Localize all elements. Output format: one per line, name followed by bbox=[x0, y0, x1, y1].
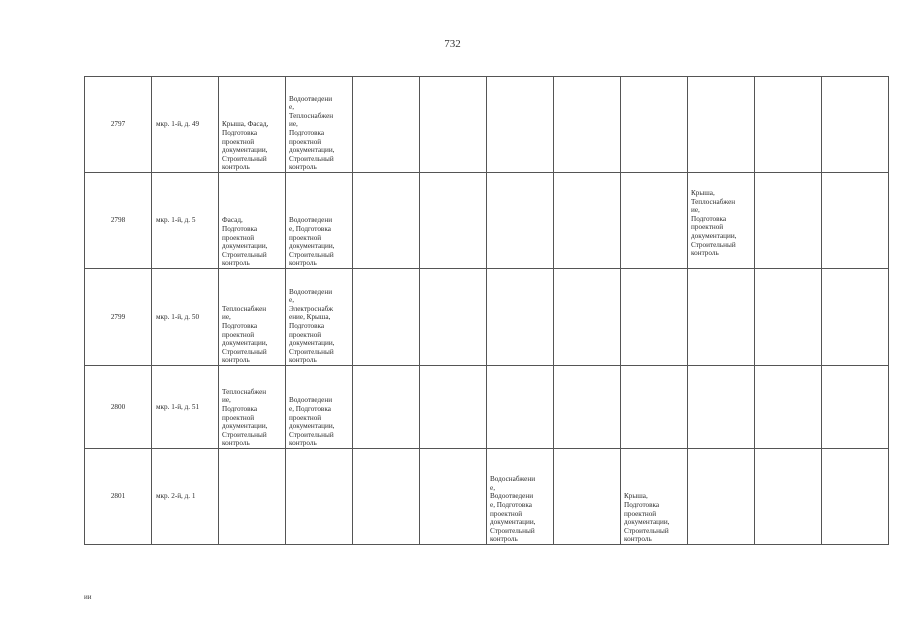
row-empty-cell bbox=[353, 366, 420, 449]
table-row bbox=[85, 269, 889, 366]
row-works-col4: Водоотведени е, Подготовка проектной документации, Строительный контроль bbox=[286, 173, 353, 269]
row-works-col7 bbox=[487, 366, 554, 449]
row-works-col10: Крыша, Теплоснабжен ие, Подготовка проектной документации, Строительный контроль bbox=[688, 173, 755, 269]
table-row bbox=[85, 77, 889, 173]
row-works-col10 bbox=[688, 366, 755, 449]
row-empty-cell bbox=[554, 77, 621, 173]
row-empty-cell bbox=[755, 269, 822, 366]
row-empty-cell bbox=[755, 173, 822, 269]
row-works-col4: Водоотведени е, Подготовка проектной документации, Строительный контроль bbox=[286, 366, 353, 449]
row-empty-cell bbox=[554, 449, 621, 545]
row-works-col9 bbox=[621, 173, 688, 269]
row-works-col7: Водоснабжени е, Водоотведени е, Подготовка проектной документации, Строительный контроль bbox=[487, 449, 554, 545]
row-empty-cell bbox=[554, 173, 621, 269]
row-works-col9 bbox=[621, 77, 688, 173]
row-empty-cell bbox=[420, 173, 487, 269]
row-empty-cell bbox=[755, 449, 822, 545]
row-works-col10 bbox=[688, 77, 755, 173]
row-number: 2800 bbox=[85, 366, 152, 449]
row-works-col3 bbox=[219, 449, 286, 545]
row-address: мкр. 1-й, д. 49 bbox=[152, 77, 219, 173]
row-works-col9: Крыша, Подготовка проектной документации, Строительный контроль bbox=[621, 449, 688, 545]
footer-mark: ии bbox=[84, 593, 92, 601]
row-works-col4: Водоотведени е, Электроснабж ение, Крыша, Подготовка проектной документации, Строительный контроль bbox=[286, 269, 353, 366]
row-empty-cell bbox=[353, 77, 420, 173]
row-number: 2801 bbox=[85, 449, 152, 545]
row-works-col10 bbox=[688, 269, 755, 366]
row-empty-cell bbox=[353, 269, 420, 366]
row-works-col7 bbox=[487, 269, 554, 366]
row-empty-cell bbox=[420, 366, 487, 449]
row-empty-cell bbox=[353, 449, 420, 545]
row-empty-cell bbox=[822, 449, 889, 545]
row-empty-cell bbox=[822, 269, 889, 366]
table-row bbox=[85, 366, 889, 449]
row-number: 2798 bbox=[85, 173, 152, 269]
row-works-col7 bbox=[487, 77, 554, 173]
row-number: 2799 bbox=[85, 269, 152, 366]
row-address: мкр. 1-й, д. 50 bbox=[152, 269, 219, 366]
row-empty-cell bbox=[822, 77, 889, 173]
row-empty-cell bbox=[420, 269, 487, 366]
row-works-col3: Теплоснабжен ие, Подготовка проектной документации, Строительный контроль bbox=[219, 366, 286, 449]
row-works-col9 bbox=[621, 269, 688, 366]
row-works-col7 bbox=[487, 173, 554, 269]
row-empty-cell bbox=[554, 269, 621, 366]
table-row bbox=[85, 449, 889, 545]
row-empty-cell bbox=[822, 173, 889, 269]
row-empty-cell bbox=[755, 77, 822, 173]
row-works-col10 bbox=[688, 449, 755, 545]
row-empty-cell bbox=[420, 77, 487, 173]
row-empty-cell bbox=[353, 173, 420, 269]
row-address: мкр. 1-й, д. 5 bbox=[152, 173, 219, 269]
row-address: мкр. 1-й, д. 51 bbox=[152, 366, 219, 449]
row-empty-cell bbox=[755, 366, 822, 449]
row-works-col3: Теплоснабжен ие, Подготовка проектной документации, Строительный контроль bbox=[219, 269, 286, 366]
table-row bbox=[85, 173, 889, 269]
row-address: мкр. 2-й, д. 1 bbox=[152, 449, 219, 545]
row-works-col4: Водоотведени е, Теплоснабжен ие, Подготовка проектной документации, Строительный контроль bbox=[286, 77, 353, 173]
row-number: 2797 bbox=[85, 77, 152, 173]
row-empty-cell bbox=[822, 366, 889, 449]
row-works-col3: Фасад, Подготовка проектной документации, Строительный контроль bbox=[219, 173, 286, 269]
row-empty-cell bbox=[420, 449, 487, 545]
row-works-col9 bbox=[621, 366, 688, 449]
page-number: 732 bbox=[444, 38, 461, 50]
row-empty-cell bbox=[554, 366, 621, 449]
row-works-col3: Крыша, Фасад, Подготовка проектной документации, Строительный контроль bbox=[219, 77, 286, 173]
row-works-col4 bbox=[286, 449, 353, 545]
capital-repair-table bbox=[84, 76, 889, 545]
